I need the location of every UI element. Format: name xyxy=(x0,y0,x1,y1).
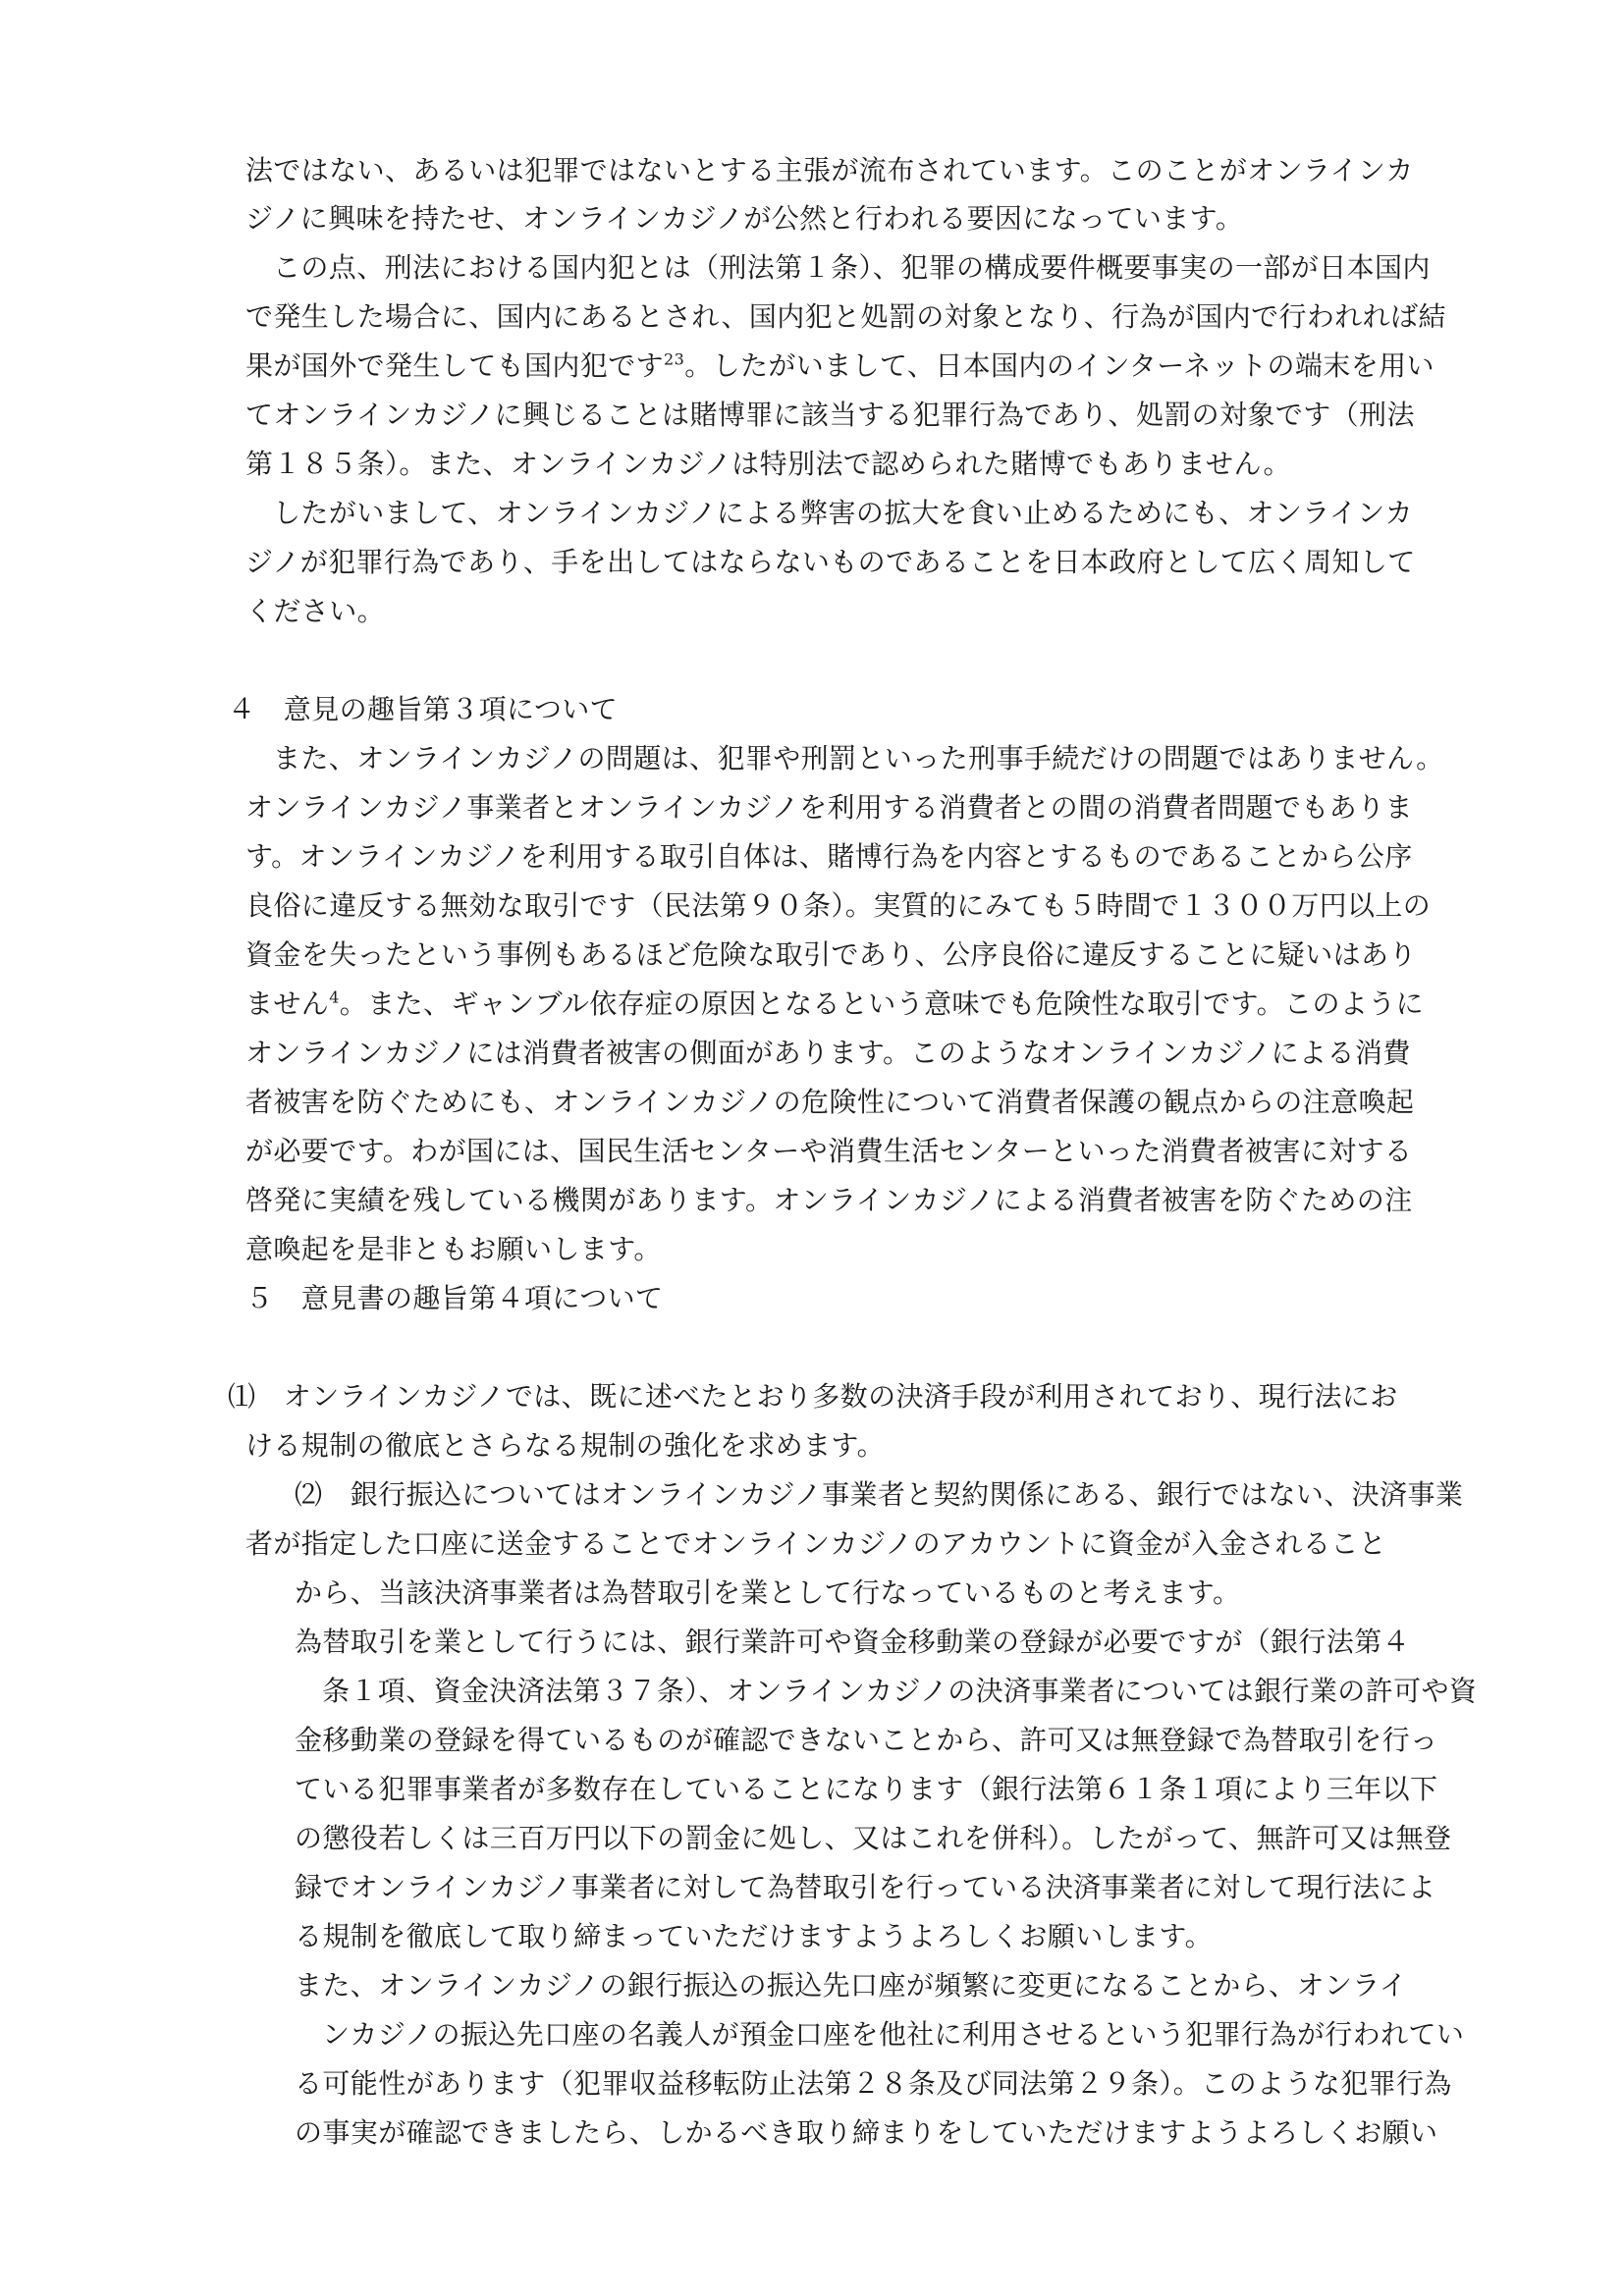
text-line: 為替取引を業として行うには、銀行業許可や資金移動業の登録が必要ですが（銀行法第４ xyxy=(295,1626,1411,1658)
text-line xyxy=(245,347,1435,385)
text-line: 録でオンラインカジノ事業者に対して為替取引を行っている決済事業者に対して現行法によ xyxy=(295,1871,1436,1903)
text-line: る規制を徹底して取り締まっていただけますようよろしくお願いします。 xyxy=(295,1920,1213,1952)
text-line: 啓発に実績を残している機関があります。オンラインカジノによる消費者被害を防ぐための注 xyxy=(245,1184,1413,1216)
text-line: 法ではない、あるいは犯罪ではないとする主張が流布されています。このことがオンラインカ xyxy=(245,154,1414,187)
text-line: 者被害を防ぐためにも、オンラインカジノの危険性について消費者保護の観点からの注意喚起 xyxy=(245,1086,1415,1118)
text-line: ている犯罪事業者が多数存在していることになります（銀行法第６１条１項により三年以下 xyxy=(295,1773,1438,1805)
text-line: 条１項、資金決済法第３７条）、オンラインカジノの決済事業者については銀行業の許可や資 xyxy=(322,1675,1478,1707)
footnote-ref: 23 xyxy=(664,349,685,369)
footnote-ref: 4 xyxy=(329,988,340,1007)
text-line xyxy=(245,986,1424,1023)
text-line: オンラインカジノには消費者被害の側面があります。このようなオンラインカジノによる消費 xyxy=(245,1037,1411,1069)
text-segment: 。また、ギャンブル依存症の原因となるという意味でも危険性な取引です。このように xyxy=(339,988,1425,1020)
text-line: 金移動業の登録を得ているものが確認できないことから、許可又は無登録で為替取引を行っ xyxy=(295,1724,1438,1756)
text-line: ⑵ 銀行振込についてはオンラインカジノ事業者と契約関係にある、銀行ではない、決済事業 xyxy=(295,1478,1464,1511)
text-line: が必要です。わが国には、国民生活センターや消費生活センターといった消費者被害に対する xyxy=(245,1135,1413,1167)
list-item: 者が指定した口座に送金することでオンラインカジノのアカウントに資金が入金されること xyxy=(245,1527,1387,1560)
text-segment: 果が国外で発生しても国内犯です xyxy=(245,349,665,382)
text-segment: ません xyxy=(245,988,330,1020)
text-line: てオンラインカジノに興じることは賭博罪に該当する犯罪行為であり、処罰の対象です（刑法 xyxy=(245,399,1415,431)
list-item: ける規制の徹底とさらなる規制の強化を求めます。 xyxy=(245,1429,885,1462)
text-segment: 。したがいまして、日本国内のインターネットの端末を用い xyxy=(684,349,1435,382)
section-heading: ４ 意見の趣旨第３項について xyxy=(228,693,619,725)
text-line: オンラインカジノ事業者とオンラインカジノを利用する消費者との間の消費者問題でもありま xyxy=(245,791,1413,824)
text-line: す。オンラインカジノを利用する取引自体は、賭博行為を内容とするものであることから公序 xyxy=(245,840,1413,873)
text-line: 第１８５条）。また、オンラインカジノは特別法で認められた賭博でもありません。 xyxy=(245,448,1291,480)
text-line: から、当該決済事業者は為替取引を業として行なっているものと考えます。 xyxy=(295,1576,1241,1609)
text-line: ジノに興味を持たせ、オンラインカジノが公然と行われる要因になっています。 xyxy=(245,202,1244,235)
text-line: ５ 意見書の趣旨第４項について xyxy=(245,1282,664,1314)
section-heading: ⑴ オンラインカジノでは、既に述べたとおり多数の決済手段が利用されており、現行法にお xyxy=(228,1380,1398,1413)
text-line: る可能性があります（犯罪収益移転防止法第２８条及び同法第２９条）。このような犯罪行為 xyxy=(295,2067,1452,2100)
text-line: ジノが犯罪行為であり、手を出してはならないものであることを日本政府として広く周知して xyxy=(245,546,1416,578)
text-line: の懲役若しくは三百万円以下の罰金に処し、又はこれを併科）。したがって、無許可又は無登 xyxy=(295,1822,1452,1854)
text-line: また、オンラインカジノの銀行振込の振込先口座が頻繁に変更になることから、オンライ xyxy=(295,1969,1408,2002)
text-line: ください。 xyxy=(245,595,386,627)
text-line: この点、刑法における国内犯とは（刑法第１条）、犯罪の構成要件概要事実の一部が日本国内 xyxy=(273,251,1431,284)
text-line: ンカジノの振込先口座の名義人が預金口座を他社に利用させるという犯罪行為が行われてい xyxy=(322,2018,1465,2051)
text-line: 資金を失ったという事例もあるほど危険な取引であり、公序良俗に違反することに疑いはあり xyxy=(245,938,1417,971)
text-line: で発生した場合に、国内にあるとされ、国内犯と処罰の対象となり、行為が国内で行われれば結 xyxy=(245,300,1446,333)
text-line: の事実が確認できましたら、しかるべき取り締まりをしていただけますようよろしくお願い xyxy=(295,2116,1438,2149)
text-line: 良俗に違反する無効な取引です（民法第９０条）。実質的にみても５時間で１３００万円以上の xyxy=(245,889,1432,922)
text-line: また、オンラインカジノの問題は、犯罪や刑罰といった刑事手続だけの問題ではありません。 xyxy=(273,742,1444,774)
text-line: したがいまして、オンラインカジノによる弊害の拡大を食い止めるためにも、オンラインカ xyxy=(273,497,1414,529)
text-line: 意喚起を是非ともお願いします。 xyxy=(245,1233,662,1265)
